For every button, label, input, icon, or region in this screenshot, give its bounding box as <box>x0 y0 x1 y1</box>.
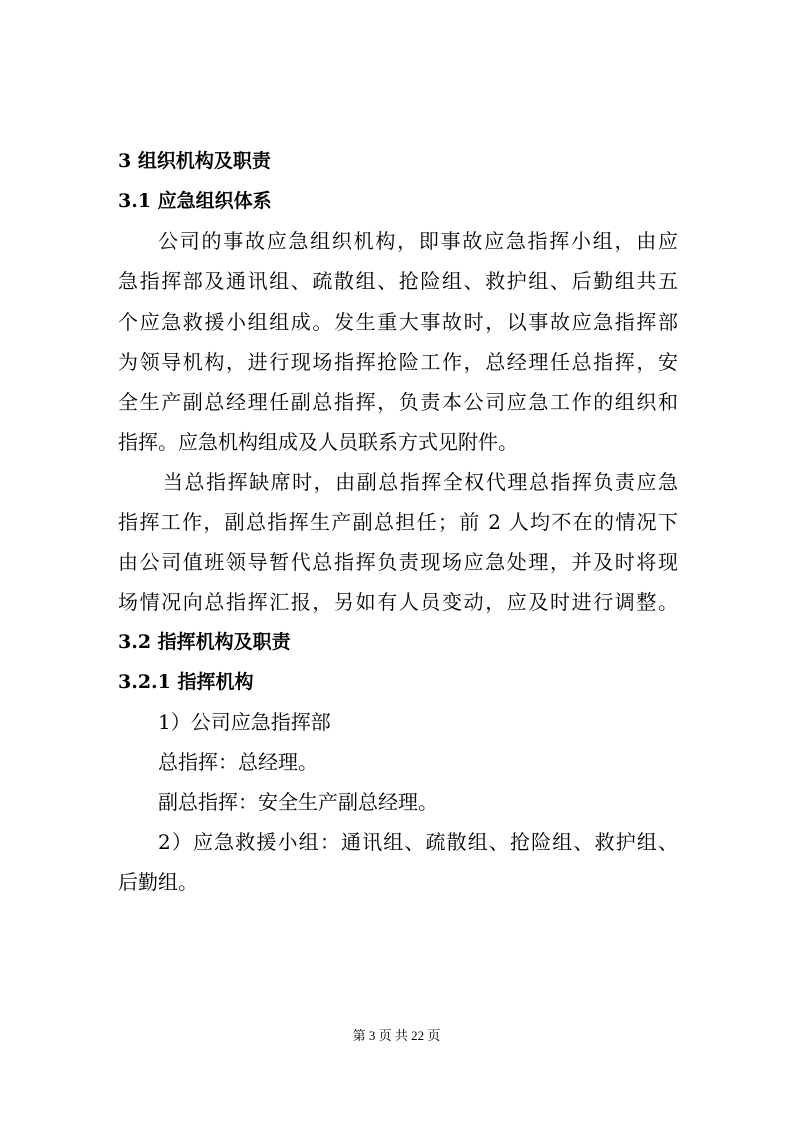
paragraph-line: 场情况向总指挥汇报，另如有人员变动，应及时进行调整。 <box>118 590 678 614</box>
paragraph-line: 急指挥部及通讯组、疏散组、抢险组、救护组、后勤组共五 <box>118 269 678 293</box>
paragraph-line: 全生产副总经理任副总指挥，负责本公司应急工作的组织和 <box>118 390 678 414</box>
section-heading-3: 3 组织机构及职责 <box>118 150 271 172</box>
section-heading-3-2: 3.2 指挥机构及职责 <box>118 631 291 653</box>
paragraph-line: 指挥。应急机构组成及人员联系方式见附件。 <box>118 430 518 454</box>
paragraph-line: 个应急救援小组组成。发生重大事故时，以事故应急指挥部 <box>118 310 678 334</box>
list-item: 1）公司应急指挥部 <box>158 710 331 734</box>
paragraph-line: 当总指挥缺席时，由副总指挥全权代理总指挥负责应急 <box>163 470 678 494</box>
paragraph-line: 由公司值班领导暂代总指挥负责现场应急处理，并及时将现 <box>118 550 678 574</box>
section-heading-3-1: 3.1 应急组织体系 <box>118 190 272 212</box>
list-item: 2）应急救援小组：通讯组、疏散组、抢险组、救护组、 <box>158 830 678 854</box>
paragraph-line: 公司的事故应急组织机构，即事故应急指挥小组，由应 <box>158 229 678 253</box>
paragraph-line: 指挥工作，副总指挥生产副总担任；前 2 人均不在的情况下 <box>118 510 678 534</box>
list-item: 副总指挥：安全生产副总经理。 <box>158 790 438 814</box>
list-item: 后勤组。 <box>118 870 198 894</box>
page-number-footer: 第 3 页 共 22 页 <box>352 1028 441 1043</box>
list-item: 总指挥：总经理。 <box>158 750 318 774</box>
paragraph-line: 为领导机构，进行现场指挥抢险工作，总经理任总指挥，安 <box>118 350 678 374</box>
section-heading-3-2-1: 3.2.1 指挥机构 <box>118 671 254 693</box>
